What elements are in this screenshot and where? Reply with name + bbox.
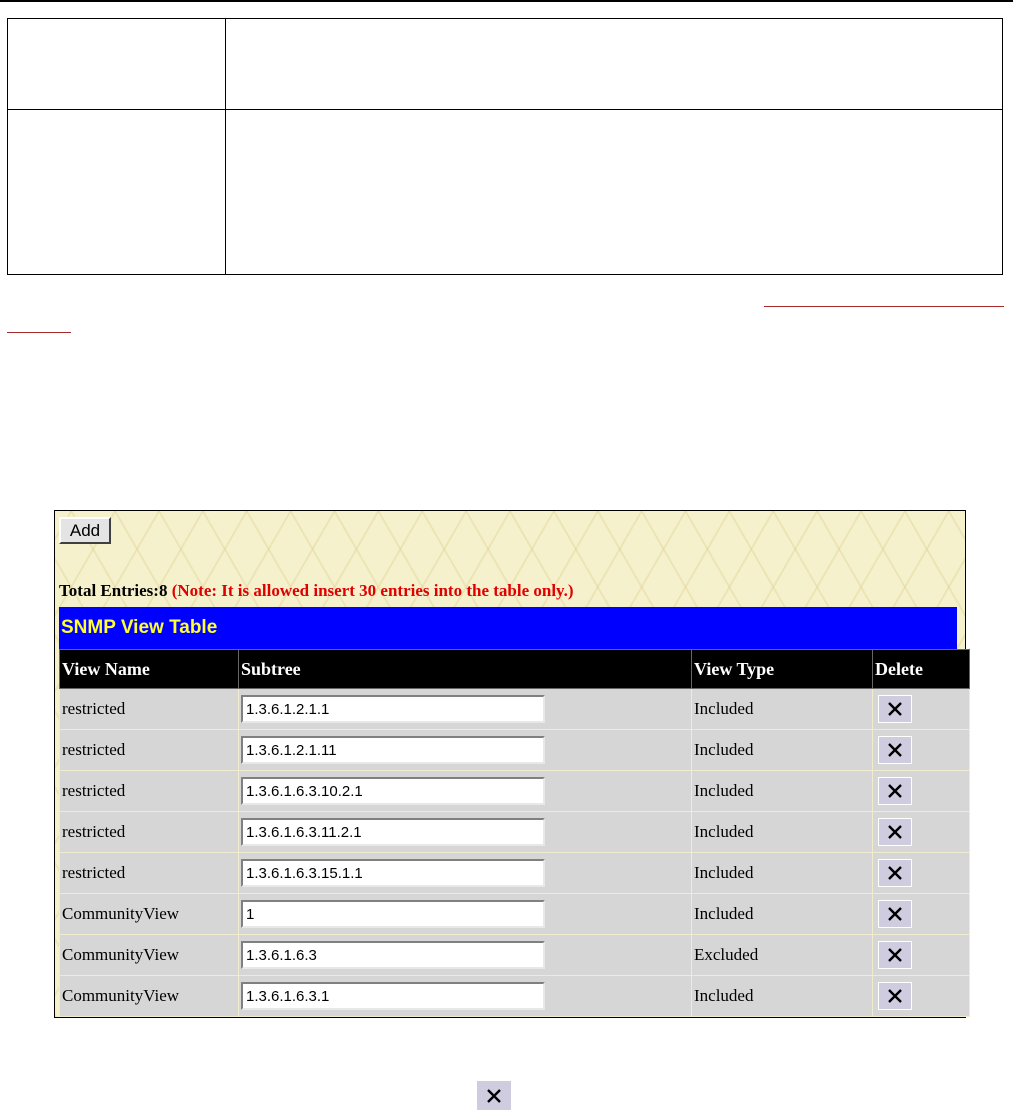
- close-x-icon: [476, 1080, 512, 1111]
- close-x-icon: [887, 783, 903, 799]
- column-header-view-name: View Name: [60, 650, 239, 689]
- subtree-cell: [239, 894, 692, 935]
- snmp-view-panel: [54, 510, 966, 1018]
- snmp-view-table: [59, 649, 970, 1017]
- column-header-view-type: View Type: [692, 650, 873, 689]
- subtree-cell: [239, 935, 692, 976]
- delete-button[interactable]: [878, 736, 912, 764]
- hyperlink-underline[interactable]: [764, 306, 1004, 307]
- subtree-input[interactable]: [241, 982, 545, 1010]
- total-entries-line: [59, 581, 574, 601]
- close-x-icon: [887, 742, 903, 758]
- close-x-icon: [887, 947, 903, 963]
- doc-table-cell: [8, 19, 226, 110]
- view-type-cell: Excluded: [692, 935, 873, 976]
- doc-table-cell: [226, 19, 1003, 110]
- view-name-cell: restricted: [60, 689, 239, 730]
- delete-button[interactable]: [878, 695, 912, 723]
- table-row: [60, 812, 970, 853]
- table-row: [60, 730, 970, 771]
- doc-definition-table: [7, 18, 1003, 275]
- view-name-cell: CommunityView: [60, 894, 239, 935]
- view-type-cell: Included: [692, 771, 873, 812]
- view-name-cell: restricted: [60, 771, 239, 812]
- subtree-input[interactable]: [241, 818, 545, 846]
- view-name-cell: restricted: [60, 853, 239, 894]
- close-x-icon: [887, 701, 903, 717]
- hyperlink-underline-continued[interactable]: [7, 332, 71, 333]
- delete-cell: [873, 853, 970, 894]
- table-row: [60, 976, 970, 1017]
- column-header-delete: Delete: [873, 650, 970, 689]
- delete-cell: [873, 771, 970, 812]
- column-header-subtree: Subtree: [239, 650, 692, 689]
- view-type-cell: Included: [692, 894, 873, 935]
- view-name-cell: CommunityView: [60, 935, 239, 976]
- delete-cell: [873, 976, 970, 1017]
- table-row: [60, 935, 970, 976]
- doc-table-cell: [8, 110, 226, 275]
- view-type-cell: Included: [692, 812, 873, 853]
- view-name-cell: CommunityView: [60, 976, 239, 1017]
- add-button[interactable]: Add: [59, 517, 111, 544]
- table-row: [60, 771, 970, 812]
- subtree-cell: [239, 771, 692, 812]
- delete-cell: [873, 730, 970, 771]
- doc-table-row: [8, 19, 1003, 110]
- table-title: SNMP View Table: [59, 607, 957, 649]
- table-row: [60, 894, 970, 935]
- subtree-input[interactable]: [241, 695, 545, 723]
- subtree-input[interactable]: [241, 777, 545, 805]
- delete-cell: [873, 689, 970, 730]
- close-x-icon: [887, 906, 903, 922]
- view-type-cell: Included: [692, 853, 873, 894]
- close-x-icon: [887, 824, 903, 840]
- entries-limit-note: (Note: It is allowed insert 30 entries into the table only.): [171, 581, 574, 600]
- view-type-cell: Included: [692, 976, 873, 1017]
- top-rule: [0, 0, 1013, 2]
- view-name-cell: restricted: [60, 730, 239, 771]
- delete-button[interactable]: [878, 941, 912, 969]
- close-x-icon: [887, 865, 903, 881]
- subtree-cell: [239, 853, 692, 894]
- delete-button[interactable]: [878, 777, 912, 805]
- doc-table-row: [8, 110, 1003, 275]
- delete-button[interactable]: [878, 900, 912, 928]
- subtree-cell: [239, 730, 692, 771]
- table-row: [60, 853, 970, 894]
- subtree-cell: [239, 812, 692, 853]
- table-header-row: [60, 650, 970, 689]
- delete-button[interactable]: [878, 982, 912, 1010]
- doc-table-cell: [226, 110, 1003, 275]
- delete-cell: [873, 894, 970, 935]
- subtree-input[interactable]: [241, 736, 545, 764]
- delete-cell: [873, 935, 970, 976]
- subtree-input[interactable]: [241, 859, 545, 887]
- subtree-input[interactable]: [241, 900, 545, 928]
- total-entries-label: Total Entries:8: [59, 581, 168, 600]
- table-row: [60, 689, 970, 730]
- view-type-cell: Included: [692, 689, 873, 730]
- delete-button[interactable]: [878, 859, 912, 887]
- delete-cell: [873, 812, 970, 853]
- delete-button[interactable]: [878, 818, 912, 846]
- subtree-input[interactable]: [241, 941, 545, 969]
- subtree-cell: [239, 976, 692, 1017]
- view-name-cell: restricted: [60, 812, 239, 853]
- view-type-cell: Included: [692, 730, 873, 771]
- subtree-cell: [239, 689, 692, 730]
- close-x-icon: [887, 988, 903, 1004]
